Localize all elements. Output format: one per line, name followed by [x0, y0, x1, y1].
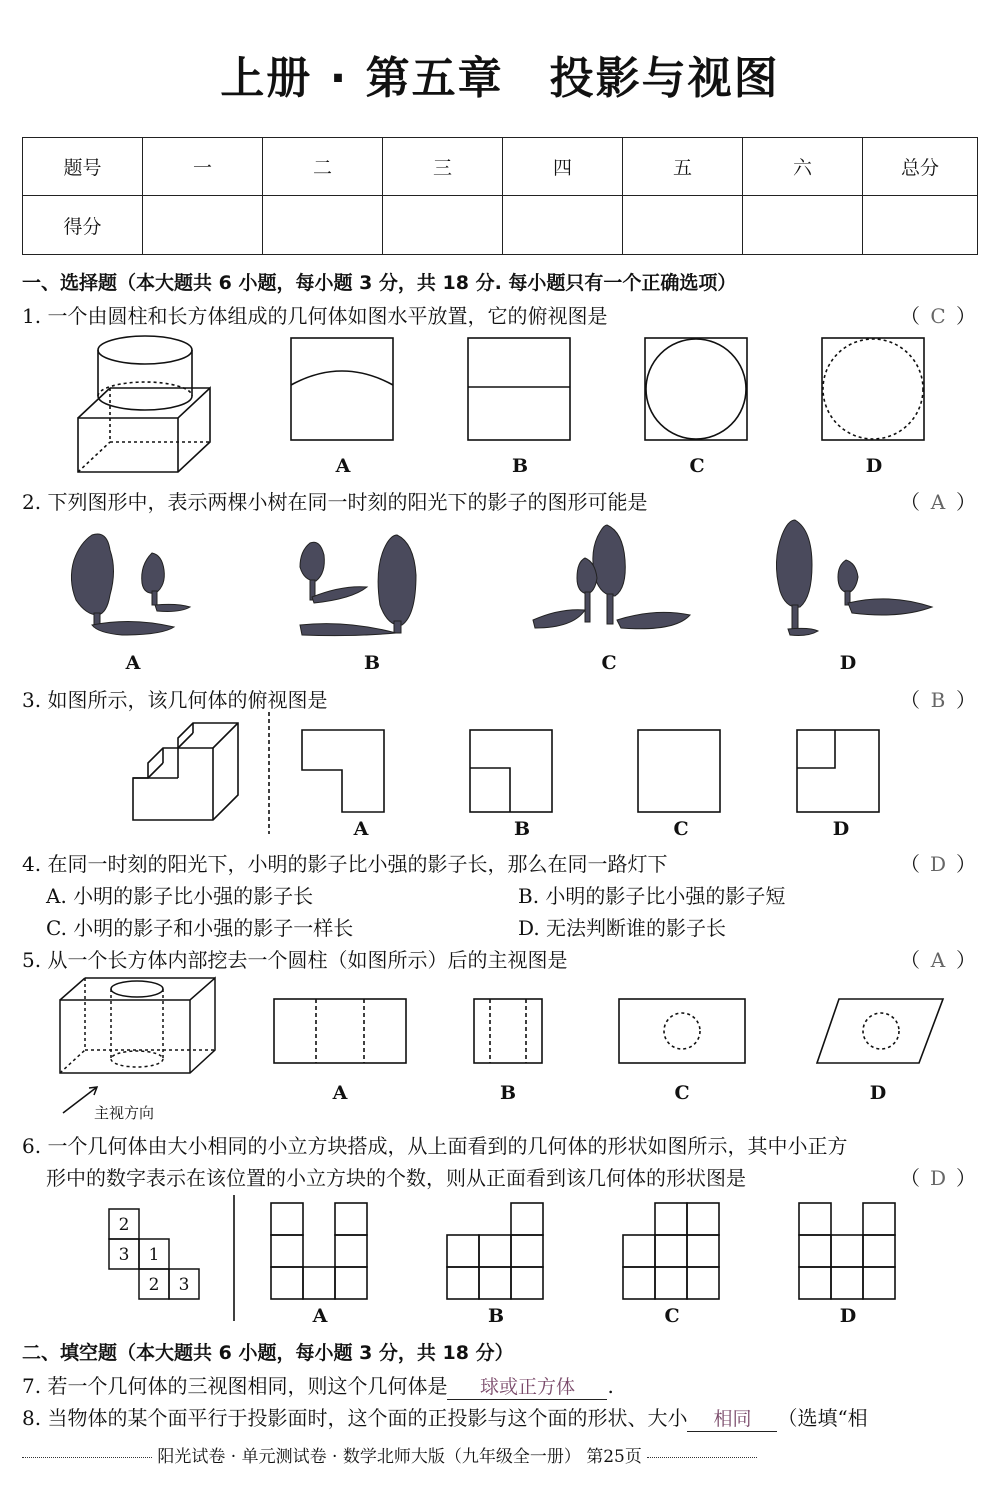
paren: ） — [956, 688, 976, 712]
score-header-cell: 三 — [383, 138, 503, 196]
paren: ） — [956, 304, 976, 328]
paren: ） — [956, 948, 976, 972]
cylinder-on-cuboid-figure — [70, 330, 220, 480]
score-cell[interactable] — [143, 196, 263, 255]
option-c-figure — [636, 728, 722, 814]
question-text: 1. 一个由圆柱和长方体组成的几何体如图水平放置，它的俯视图是 — [22, 304, 608, 328]
option-text: A. 小明的影子比小强的影子长 — [46, 884, 314, 908]
option-b-figure — [292, 525, 432, 645]
footer-text: 阳光试卷 · 单元测试卷 · 数学北师大版（九年级全一册） — [157, 1447, 581, 1467]
question-text: 3. 如图所示，该几何体的俯视图是 — [22, 688, 328, 712]
score-cell[interactable] — [263, 196, 383, 255]
option-c-figure — [525, 520, 695, 640]
score-header-cell: 一 — [143, 138, 263, 196]
paren: （ — [900, 688, 920, 712]
answer-value: D — [929, 852, 947, 876]
footer-page: 第25页 — [586, 1447, 642, 1467]
option-text: B. 小明的影子比小强的影子短 — [518, 884, 786, 908]
paren: （ — [900, 304, 920, 328]
score-table — [22, 137, 978, 255]
option-label: D — [832, 818, 850, 840]
answer-bracket — [900, 486, 976, 515]
grid-number: 3 — [178, 1275, 190, 1295]
option-label: A — [353, 818, 369, 840]
option-label: B — [363, 652, 381, 674]
option-c-figure — [644, 337, 749, 442]
option-label: B — [511, 455, 529, 477]
option-text: C. 小明的影子和小强的影子一样长 — [46, 916, 354, 940]
option-label: A — [335, 455, 351, 477]
option-label: B — [513, 818, 531, 840]
score-cell[interactable] — [863, 196, 978, 255]
question-text: 8. 当物体的某个面平行于投影面时，这个面的正投影与这个面的形状、大小 — [22, 1406, 688, 1430]
option-label: D — [839, 652, 857, 674]
option-text: D. 无法判断谁的影子长 — [518, 916, 727, 940]
option-b-figure — [468, 728, 554, 814]
option-d-figure — [795, 728, 881, 814]
score-cell[interactable] — [623, 196, 743, 255]
answer-bracket — [900, 300, 976, 329]
footer-dots — [647, 1457, 757, 1458]
divider-line — [264, 712, 274, 837]
section-heading: 一、选择题（本大题共 6 小题，每小题 3 分，共 18 分. 每小题只有一个正确选项） — [22, 272, 737, 294]
answer-blank[interactable]: 球或正方体 — [447, 1372, 607, 1400]
paren: （ — [900, 1166, 920, 1190]
answer-value: B — [930, 688, 946, 712]
option-label: C — [674, 1082, 690, 1104]
option-label: C — [664, 1305, 680, 1327]
score-row-label: 得分 — [23, 196, 143, 255]
option-label: A — [125, 652, 141, 674]
answer-bracket — [900, 848, 976, 877]
answer-value: D — [929, 1166, 947, 1190]
paren: ） — [956, 1166, 976, 1190]
option-b-figure — [472, 997, 544, 1065]
paren: （ — [900, 948, 920, 972]
option-label: D — [839, 1305, 857, 1327]
score-header-cell: 六 — [743, 138, 863, 196]
grid-number: 2 — [148, 1275, 160, 1295]
option-label: D — [869, 1082, 887, 1104]
question-text: 形中的数字表示在该位置的小立方块的个数，则从正面看到该几何体的形状图是 — [46, 1166, 746, 1190]
divider-line — [230, 1195, 238, 1323]
option-b-figure — [446, 1202, 546, 1300]
paren: （ — [900, 490, 920, 514]
question-8 — [22, 1402, 868, 1432]
option-d-figure — [798, 1202, 898, 1300]
question-text: 6. 一个几何体由大小相同的小立方块搭成，从上面看到的几何体的形状如图所示，其中小正方 — [22, 1134, 848, 1158]
option-a-figure — [272, 997, 408, 1065]
answer-value: A — [930, 490, 946, 514]
question-text: . — [607, 1374, 614, 1398]
view-direction-label: 主视方向 — [94, 1104, 155, 1122]
stepped-block-figure — [130, 720, 280, 835]
option-label: A — [312, 1305, 328, 1327]
option-c-figure — [622, 1202, 722, 1300]
option-b-figure — [467, 337, 572, 442]
score-cell[interactable] — [743, 196, 863, 255]
option-d-figure — [821, 337, 926, 442]
question-text: 7. 若一个几何体的三视图相同，则这个几何体是 — [22, 1374, 448, 1398]
score-header-cell: 题号 — [23, 138, 143, 196]
footer-dots — [22, 1457, 152, 1458]
paren: ） — [956, 490, 976, 514]
answer-value: A — [930, 948, 946, 972]
score-header-cell: 总分 — [863, 138, 978, 196]
option-label: C — [601, 652, 617, 674]
score-cell[interactable] — [503, 196, 623, 255]
grid-number: 3 — [118, 1245, 130, 1265]
answer-value: C — [930, 304, 946, 328]
question-text: 2. 下列图形中，表示两棵小树在同一时刻的阳光下的影子的图形可能是 — [22, 490, 648, 514]
score-cell[interactable] — [383, 196, 503, 255]
option-label: B — [499, 1082, 517, 1104]
score-header-cell: 二 — [263, 138, 383, 196]
option-label: A — [332, 1082, 348, 1104]
footer — [22, 1442, 978, 1467]
answer-blank[interactable]: 相同 — [687, 1404, 777, 1432]
paren: （ — [900, 852, 920, 876]
question-7 — [22, 1370, 614, 1400]
option-a-figure — [300, 728, 386, 814]
answer-bracket — [900, 1162, 976, 1191]
question-text: （选填“相 — [777, 1406, 868, 1430]
option-d-figure — [760, 515, 940, 640]
option-a-figure — [62, 525, 192, 645]
option-a-figure — [290, 337, 395, 442]
question-text: 5. 从一个长方体内部挖去一个圆柱（如图所示）后的主视图是 — [22, 948, 568, 972]
score-header-cell: 五 — [623, 138, 743, 196]
section-heading: 二、填空题（本大题共 6 小题，每小题 3 分，共 18 分） — [22, 1342, 514, 1364]
score-header-cell: 四 — [503, 138, 623, 196]
grid-number: 2 — [118, 1215, 130, 1235]
option-label: C — [689, 455, 705, 477]
paren: ） — [956, 852, 976, 876]
top-view-grid — [108, 1208, 204, 1304]
option-label: C — [673, 818, 689, 840]
option-c-figure — [617, 997, 747, 1065]
page-title: 上册 · 第五章 投影与视图 — [220, 53, 780, 104]
grid-number: 1 — [148, 1245, 160, 1265]
option-d-figure — [815, 997, 945, 1065]
answer-bracket — [900, 684, 976, 713]
question-text: 4. 在同一时刻的阳光下，小明的影子比小强的影子长，那么在同一路灯下 — [22, 852, 668, 876]
option-label: D — [865, 455, 883, 477]
option-label: B — [487, 1305, 505, 1327]
answer-bracket — [900, 944, 976, 973]
option-a-figure — [270, 1202, 370, 1300]
